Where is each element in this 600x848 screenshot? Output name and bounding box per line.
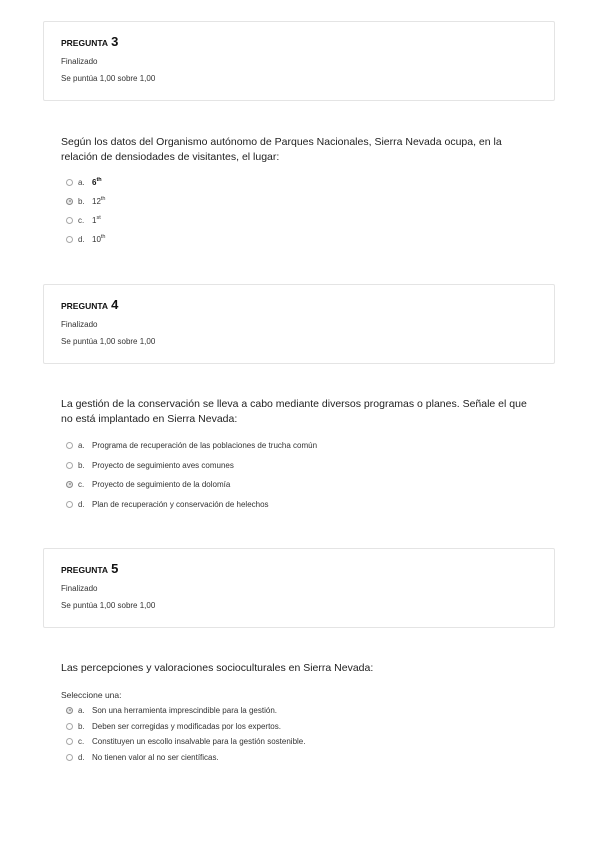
question-number: 5 bbox=[111, 561, 119, 576]
question-5-option-b[interactable]: b. Deben ser corregidas y modificadas por los expertos. bbox=[66, 719, 281, 733]
radio-button[interactable] bbox=[66, 738, 73, 745]
question-number: 3 bbox=[111, 34, 119, 49]
question-3-option-a[interactable]: a. 6th bbox=[66, 175, 102, 189]
question-grade: Se puntúa 1,00 sobre 1,00 bbox=[61, 601, 156, 610]
question-5-option-a[interactable]: a. Son una herramienta imprescindible para la gestión. bbox=[66, 703, 277, 717]
question-4-option-b[interactable]: b. Proyecto de seguimiento aves comunes bbox=[66, 458, 234, 472]
radio-button[interactable] bbox=[66, 462, 73, 469]
question-3-text: Según los datos del Organismo autónomo de Parques Nacionales, Sierra Nevada ocupa, en la relación de densiodades de visitantes, el lugar: bbox=[61, 136, 502, 163]
radio-button[interactable] bbox=[66, 179, 73, 186]
radio-button-selected[interactable] bbox=[66, 481, 73, 488]
question-heading: PREGUNTA 3 bbox=[61, 34, 119, 49]
question-4-option-c[interactable]: c. Proyecto de seguimiento de la dolomía bbox=[66, 477, 230, 491]
radio-button[interactable] bbox=[66, 236, 73, 243]
question-heading: PREGUNTA 4 bbox=[61, 297, 119, 312]
question-5-info-card bbox=[43, 548, 555, 628]
question-number: 4 bbox=[111, 297, 119, 312]
question-5-text: Las percepciones y valoraciones socioculturales en Sierra Nevada: bbox=[61, 662, 374, 674]
radio-button[interactable] bbox=[66, 442, 73, 449]
radio-button[interactable] bbox=[66, 754, 73, 761]
question-state: Finalizado bbox=[61, 57, 98, 66]
question-5-option-c[interactable]: c. Constituyen un escollo insalvable para la gestión sostenible. bbox=[66, 734, 305, 748]
radio-button-selected[interactable] bbox=[66, 707, 73, 714]
question-4-option-d[interactable]: d. Plan de recuperación y conservación de helechos bbox=[66, 497, 269, 511]
question-heading: PREGUNTA 5 bbox=[61, 561, 119, 576]
question-3-option-d[interactable]: d. 10th bbox=[66, 232, 106, 246]
question-4-option-a[interactable]: a. Programa de recuperación de las poblaciones de trucha común bbox=[66, 438, 317, 452]
radio-button[interactable] bbox=[66, 723, 73, 730]
select-one-prompt: Seleccione una: bbox=[61, 690, 122, 700]
radio-button[interactable] bbox=[66, 217, 73, 224]
question-grade: Se puntúa 1,00 sobre 1,00 bbox=[61, 337, 156, 346]
question-4-text: La gestión de la conservación se lleva a cabo mediante diversos programas o planes. Señale el que no está implantado en Sierra Nevada: bbox=[61, 398, 527, 425]
question-4-info-card bbox=[43, 284, 555, 364]
question-state: Finalizado bbox=[61, 584, 98, 593]
question-state: Finalizado bbox=[61, 320, 98, 329]
question-5-option-d[interactable]: d. No tienen valor al no ser científicas. bbox=[66, 750, 219, 764]
question-3-option-c[interactable]: c. 1st bbox=[66, 213, 101, 227]
question-3-info-card bbox=[43, 21, 555, 101]
question-grade: Se puntúa 1,00 sobre 1,00 bbox=[61, 74, 156, 83]
question-3-option-b[interactable]: b. 12th bbox=[66, 194, 106, 208]
radio-button[interactable] bbox=[66, 501, 73, 508]
radio-button-selected[interactable] bbox=[66, 198, 73, 205]
